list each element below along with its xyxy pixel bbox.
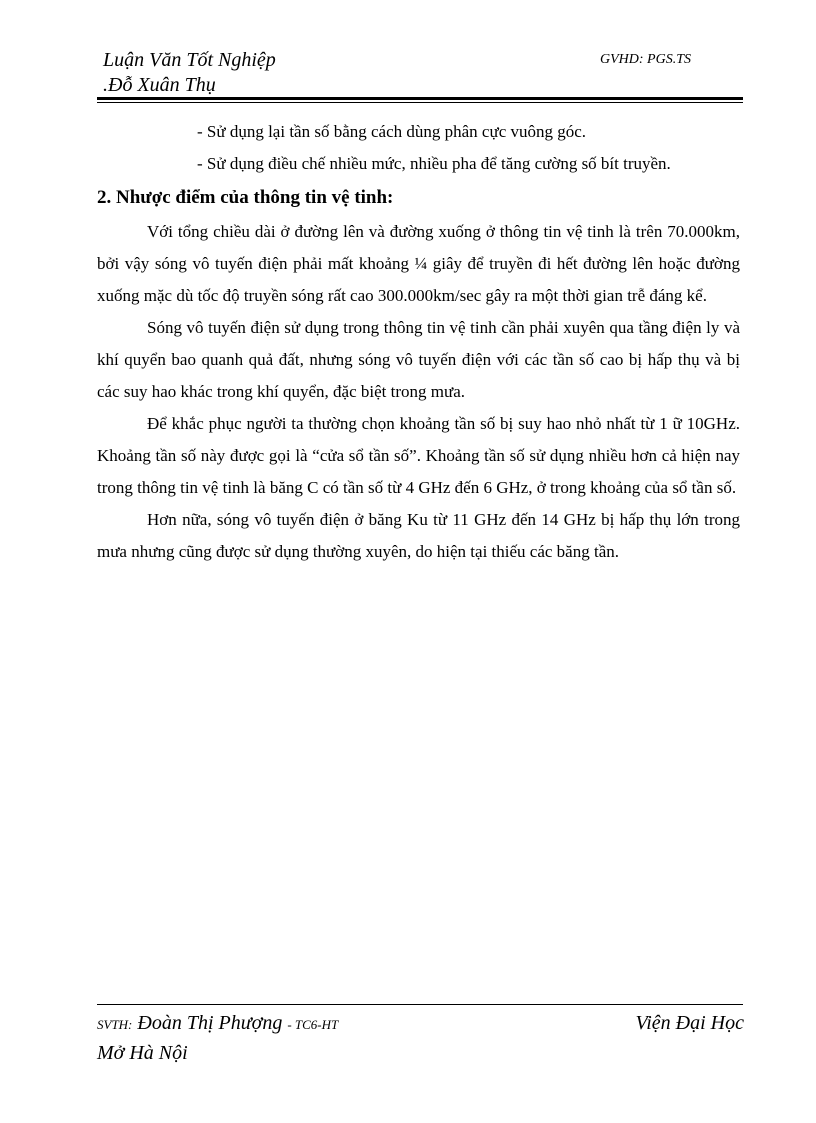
institute-name: Viện Đại Học: [635, 1012, 744, 1034]
author-name: .Đỗ Xuân Thụ: [103, 74, 216, 96]
institute-line2: Mở Hà Nội: [97, 1042, 188, 1064]
paragraph: Để khắc phục người ta thường chọn khoảng tần số bị suy hao nhỏ nhất từ 1 ữ 10GHz. Khoảng tần số này được gọi là “cửa sổ tần số”. Khoảng tần số sử dụng nhiều hơn cả hiện nay trong thông tin vệ tinh là băng C có tần số từ 4 GHz đến 6 GHz, ở trong khoảng của sổ tần số.: [97, 414, 740, 497]
footer-rule: [97, 1004, 743, 1005]
bullet-item: - Sử dụng lại tần số bằng cách dùng phân cực vuông góc.: [197, 122, 587, 141]
section-heading: 2. Nhược điểm của thông tin vệ tinh:: [97, 187, 394, 208]
student-name: Đoàn Thị Phượng: [137, 1012, 283, 1034]
student-line: [97, 1009, 338, 1039]
header-left: [103, 48, 276, 98]
advisor-label: GVHD: PGS.TS: [600, 52, 691, 67]
footer-left: [97, 1009, 338, 1067]
paragraph: Sóng vô tuyến điện sử dụng trong thông tin vệ tinh cần phải xuyên qua tầng điện ly và khí quyển bao quanh quả đất, nhưng sóng vô tuyến điện với các tần số cao bị hấp thụ và bị các suy hao khác trong khí quyển, đặc biệt trong mưa.: [97, 318, 740, 401]
paragraph: Với tổng chiều dài ở đường lên và đường xuống ở thông tin vệ tinh là trên 70.000km, bởi vậy sóng vô tuyến điện phải mất khoảng ¼ giây để truyền đi hết đường lên hoặc đường xuống mặc dù tốc độ truyền sóng rất cao 300.000km/sec gây ra một thời gian trễ đáng kể.: [97, 222, 740, 305]
header-rule-thick: [97, 97, 743, 100]
svth-label: SVTH:: [97, 1017, 133, 1032]
thesis-title: Luận Văn Tốt Nghiệp: [103, 49, 276, 71]
class-code: - TC6-HT: [287, 1017, 339, 1032]
paragraph: Hơn nữa, sóng vô tuyến điện ở băng Ku từ 11 GHz đến 14 GHz bị hấp thụ lớn trong mưa nhưng cũng được sử dụng thường xuyên, do hiện tại thiếu các băng tần.: [97, 510, 740, 561]
header-rule-thin: [97, 102, 743, 103]
bullet-item: - Sử dụng điều chế nhiều mức, nhiều pha để tăng cường số bít truyền.: [197, 154, 671, 173]
document-body: [97, 116, 740, 568]
